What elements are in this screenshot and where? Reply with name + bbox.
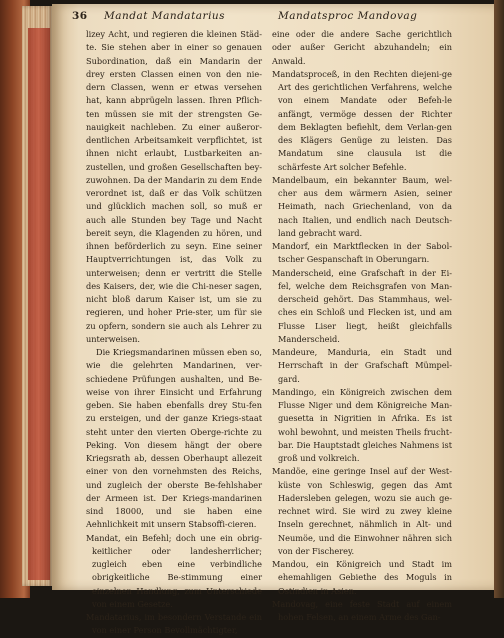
dictionary-entry: Mandat, ein Befehl; doch une ein obrig-keitlicher oder landesherrlicher; zugleich eben eine verbindliche obrigkeitliche Be-stimmung einer einzelnen Handlung, zum Unterschiede von einem Gesetze. [86, 532, 262, 609]
dictionary-entry: Mandatarius, im besondern Verstande ein von einer Person Bevollmächtigter, [86, 612, 262, 636]
red-page-edge [28, 28, 50, 580]
dictionary-entry: Mandorf, ein Marktflecken in der Sabol-tscher Gespanschaft in Oberungarn. [272, 241, 452, 265]
dictionary-entry: Mandelbaum, ein bekannter Baum, wel-cher aus dem wärmern Asien, seiner Heimath, nach Griechenland, von da nach Italien, und endlich nach Deutsch-land gebracht ward. [272, 174, 452, 238]
paragraph: Die Kriegsmandarinen müssen eben so, wie die gelehrten Mandarinen, ver-schiedene Prüfungen aushalten, und Be-weise von ihrer Einsicht und Erfahrung geben. Sie haben ebenfalls drey Stu-fen zu ersteigen, und der ganze Kriegs-staat steht unter den vierten Oberge-richte zu Peking. Von diesem hängt der obere Kriegsrath ab, dessen Oberhaupt allezeit einer von den vornehmsten des Reichs, und zugleich der oberste Be-fehlshaber der Armeen ist. Der Kriegs-mandarinen sind 18000, und sie haben eine Aehnlichkeit mit unsern Stabsoffi-cieren. [86, 347, 262, 530]
book-cover-right [494, 0, 504, 598]
text-column-right [272, 28, 452, 622]
running-head-left: Mandat Mandatarius [104, 10, 226, 22]
paragraph: eine oder die andere Sache gerichtlich oder außer Gericht abzuhandeln; ein Anwald. [272, 29, 452, 66]
dictionary-entry: Mandingo, ein Königreich zwischen dem Flusse Niger und dem Königreiche Man-guesetta in Nigritien in Afrika. Es ist wohl bewohnt, und meisten Theils frucht-bar. Die Hauptstadt gleiches Nahmens ist groß und volkreich. [272, 386, 452, 463]
dictionary-entry: Mandeure, Manduria, ein Stadt und Herrschaft in der Grafschaft Mümpel-gard. [272, 347, 452, 384]
page-header [62, 8, 424, 24]
dictionary-entry: Mandöe, eine geringe Insel auf der West-küste von Schleswig, gegen das Amt Hadersleben gelegen, wozu sie auch ge-rechnet wird. Sie wird zu zwey kleine Inseln gerechnet, nähmlich in Alt- und Neumöe, und die Einwohner nähren sich von der Fischerey. [272, 466, 452, 556]
paragraph: lizey Acht, und regieren die kleinen Städ-te. Sie stehen aber in einer so genauen Subordination, daß ein Mandarin der drey ersten Classen einen von den nie-dern Classen, wenn er etwas versehen hat, kann abprügeln lassen. Ihren Pflich-ten müssen sie mit der strengsten Ge-nauigkeit nachleben. Zu einer außeror-dentlichen Arbeitsamkeit verpflichtet, ist ihnen nicht erlaubt, Lustbarkeiten an-zustellen, und großen Gesellschaften bey-zuwohnen. Da der Mandarin zu dem Ende verordnet ist, daß er das Volk schützen und glücklich machen soll, so muß er auch alle Stunden bey Tage und Nacht bereit seyn, die Klagenden zu hören, und ihnen beförderlich zu seyn. Eine seiner Hauptverrichtungen ist, das Volk zu unterweisen; denn er vertritt die Stelle des Kaisers, der, wie die Chi-neser sagen, nicht bloß darum Kaiser ist, um sie zu regieren, und hoher Prie-ster, um für sie zu opfern, sondern sie auch als Lehrer zu unterweisen. [86, 29, 262, 344]
running-head-right: Mandatsproc Mandovag [278, 10, 418, 22]
text-column-left [86, 28, 262, 636]
dictionary-entry: Manderscheid, eine Grafschaft in der Ei-fel, welche dem Reichsgrafen von Man-derscheid gehört. Das Stammhaus, wel-ches ein Schloß und Flecken ist, und am Flusse Liser liegt, heißt gleichfalls Manderscheid. [272, 267, 452, 344]
dictionary-entry: Mandou, ein Königreich und Stadt im ehemahligen Gebiethe des Moguls in Ostindien in Asien. [272, 559, 452, 596]
dictionary-entry: Mandovag, eine feste Stadt auf einem hohen Felsen, an einem Arme des Gan- [272, 598, 452, 622]
dictionary-entry: Mandatsproceß, in den Rechten diejeni-ge Art des gerichtlichen Verfahrens, welche von einem Mandate oder Befeh-le anfängt, vermöge dessen der Richter dem Beklagten befiehlt, dem Verlan-gen des Klägers Genüge zu leisten. Das Mandatum sine clausula ist die schärfeste Art solcher Befehle. [272, 68, 452, 172]
page-number: 36 [72, 10, 88, 22]
